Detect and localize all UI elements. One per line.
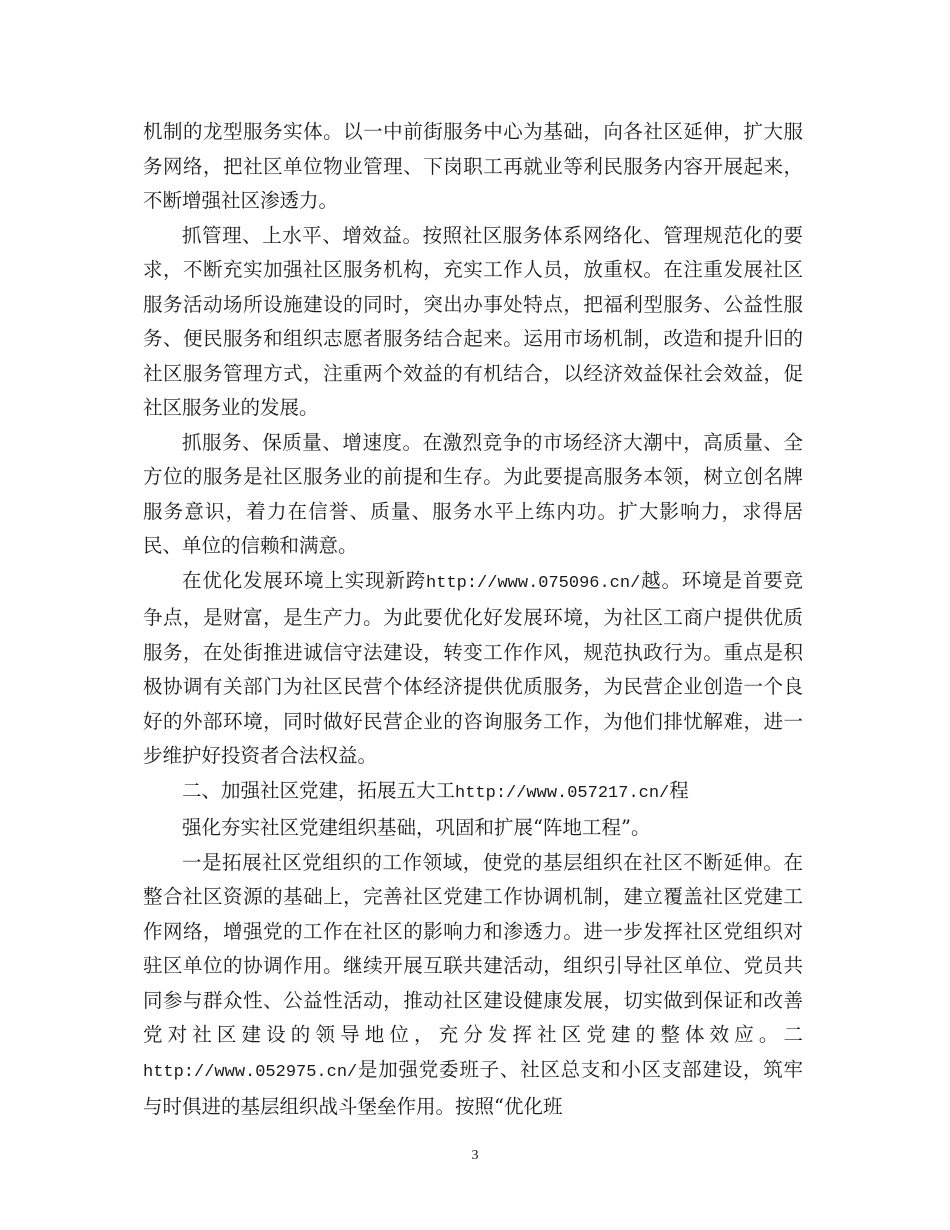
document-body [143,115,803,1125]
paragraph-1 [143,115,803,219]
section-heading [143,774,803,812]
paragraph-text: 抓管理、上水平、增效益。按照社区服务体系网络化、管理规范化的要求，不断充实加强社区服务机构，充实工作人员，放重权。在注重发展社区服务活动场所设施建设的同时，突出办事处特点，把福利型服务、公益性服务、便民服务和组织志愿者服务结合起来。运用市场机制，改造和提升旧的社区服务管理方式，注重两个效益的有机结合，以经济效益保社会效益，促社区服务业的发展。 [143,223,803,419]
paragraph-4 [143,564,803,774]
paragraph-7 [143,846,803,1125]
paragraph-6 [143,811,803,846]
inline-url: http://www.075096.cn/ [426,573,641,593]
paragraph-text: 机制的龙型服务实体。以一中前街服务中心为基础，向各社区延伸，扩大服务网络，把社区单位物业管理、下岗职工再就业等利民服务内容开展起来，不断增强社区渗透力。 [143,120,803,212]
paragraph-text: 越。环境是首要竞争点，是财富，是生产力。为此要优化好发展环境，为社区工商户提供优质服务，在处街推进诚信守法建设，转变工作作风，规范执政行为。重点是积极协调有关部门为社区民营个体经济提供优质服务，为民营企业创造一个良好的外部环境，同时做好民营企业的咨询服务工作，为他们排忧解难，进一步维护好投资者合法权益。 [143,568,803,767]
paragraph-text: 抓服务、保质量、增速度。在激烈竞争的市场经济大潮中，高质量、全方位的服务是社区服务业的前提和生存。为此要提高服务本领，树立创名牌服务意识，着力在信誉、质量、服务水平上练内功。扩大影响力，求得居民、单位的信赖和满意。 [143,430,803,557]
paragraph-text: 强化夯实社区党建组织基础，巩固和扩展“阵地工程”。 [182,816,651,839]
heading-text: 程 [669,778,689,802]
inline-url: http://www.052975.cn/ [143,1062,358,1082]
inline-url: http://www.057217.cn/ [455,783,670,803]
paragraph-text: 是加强党委班子、社区总支和小区支部建设，筑牢与时俱进的基层组织战斗堡垒作用。按照“优化班 [143,1057,803,1118]
page-number: 3 [471,1148,479,1163]
paragraph-2 [143,219,803,426]
heading-text: 二、加强社区党建，拓展五大工 [182,778,456,802]
paragraph-text: 在优化发展环境上实现新跨 [182,568,427,592]
paragraph-3 [143,426,803,564]
paragraph-text: 一是拓展社区党组织的工作领域，使党的基层组织在社区不断延伸。在整合社区资源的基础上，完善社区党建工作协调机制，建立覆盖社区党建工作网络，增强党的工作在社区的影响力和渗透力。进一步发挥社区党组织对驻区单位的协调作用。继续开展互联共建活动，组织引导社区单位、党员共同参与群众性、公益性活动，推动社区建设健康发展，切实做到保证和改善党对社区建设的领导地位，充分发挥社区党建的整体效应。二 [143,850,803,1046]
